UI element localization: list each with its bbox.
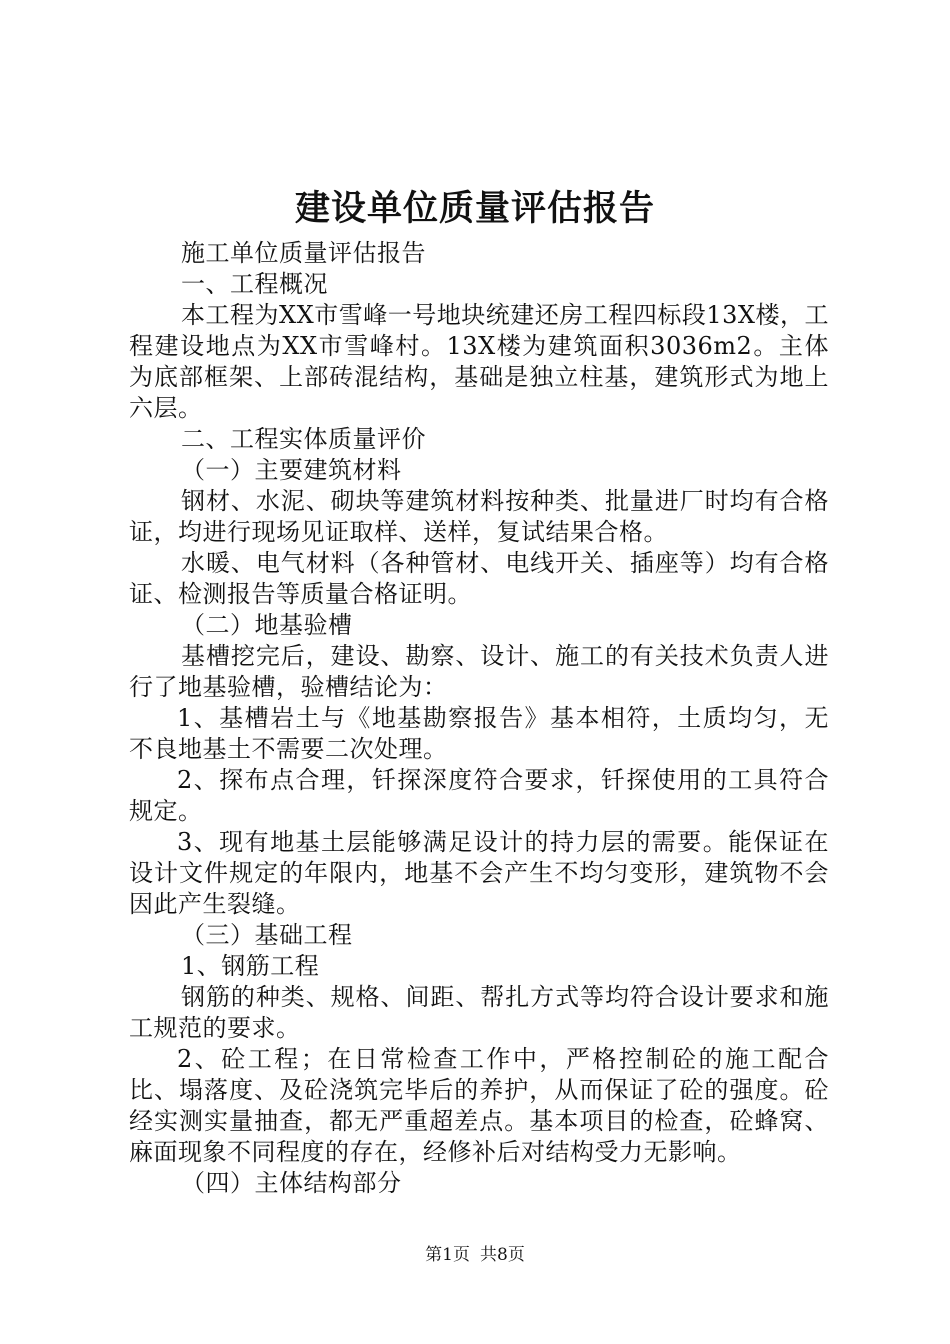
paragraph: 施工单位质量评估报告	[181, 239, 426, 267]
subsection-heading: （三）基础工程	[181, 921, 353, 949]
list-item: 2、探布点合理，钎探深度符合要求，钎探使用的工具符合规定。	[129, 766, 829, 825]
document-title: 建设单位质量评估报告	[294, 188, 655, 229]
list-item: 3、现有地基土层能够满足设计的持力层的需要。能保证在设计文件规定的年限内，地基不会产生不均匀变形，建筑物不会因此产生裂缝。	[129, 828, 829, 918]
list-item: 1、基槽岩土与《地基勘察报告》基本相符，土质均匀，无不良地基土不需要二次处理。	[129, 704, 829, 763]
item-heading: 1、钢筋工程	[181, 952, 320, 980]
page-footer	[0, 1244, 950, 1266]
list-item: 2、砼工程；在日常检查工作中，严格控制砼的施工配合比、塌落度、及砼浇筑完毕后的养护，从而保证了砼的强度。砼经实测实量抽查，都无严重超差点。基本项目的检查，砼蜂窝、麻面现象不同程度的存在，经修补后对结构受力无影响。	[129, 1045, 829, 1166]
paragraph: 本工程为XX市雪峰一号地块统建还房工程四标段13X楼，工程建设地点为XX市雪峰村。13X楼为建筑面积3036m2。主体为底部框架、上部砖混结构，基础是独立柱基，建筑形式为地上六层。	[129, 301, 829, 422]
section-heading: 一、工程概况	[181, 270, 328, 298]
paragraph: 水暖、电气材料（各种管材、电线开关、插座等）均有合格证、检测报告等质量合格证明。	[129, 549, 829, 608]
paragraph: 钢材、水泥、砌块等建筑材料按种类、批量进厂时均有合格证，均进行现场见证取样、送样，复试结果合格。	[129, 487, 829, 546]
paragraph: 钢筋的种类、规格、间距、帮扎方式等均符合设计要求和施工规范的要求。	[129, 983, 829, 1042]
section-heading: 二、工程实体质量评价	[181, 425, 426, 453]
subsection-heading: （二）地基验槽	[181, 611, 353, 639]
subsection-heading: （四）主体结构部分	[181, 1169, 402, 1197]
page-total: 共8页	[480, 1245, 525, 1265]
paragraph: 基槽挖完后，建设、勘察、设计、施工的有关技术负责人进行了地基验槽，验槽结论为：	[129, 642, 829, 701]
document-body	[129, 238, 829, 1199]
subsection-heading: （一）主要建筑材料	[181, 456, 402, 484]
page-number: 第1页	[425, 1245, 470, 1265]
